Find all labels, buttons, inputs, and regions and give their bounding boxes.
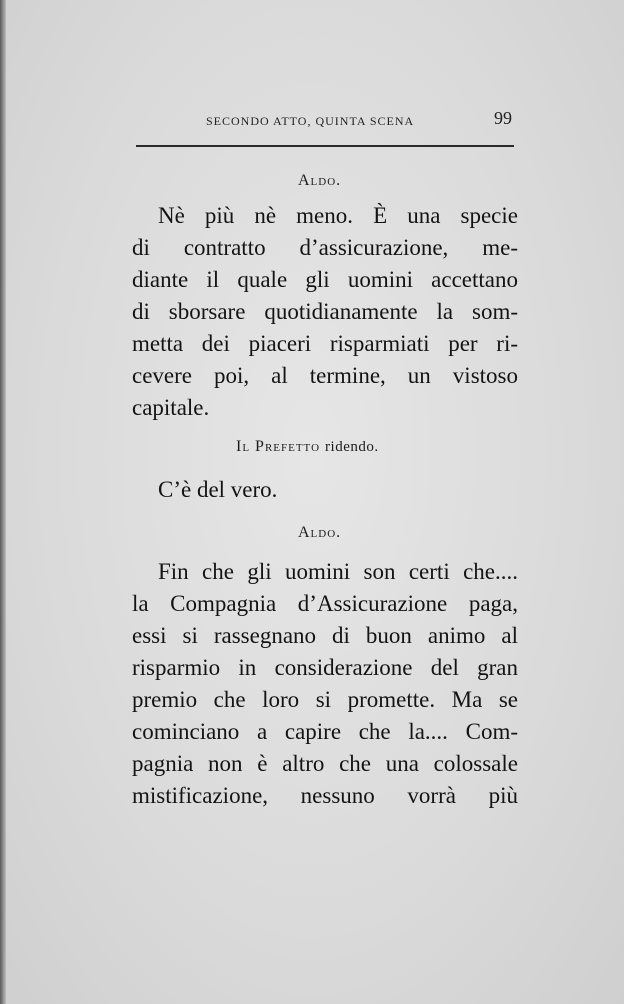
page-binding-edge [0, 0, 6, 1004]
text-line: essi si rassegnano di buon animo al [132, 623, 518, 648]
text-line: la Compagnia d’Assicurazione paga, [132, 591, 518, 616]
text-line: risparmio in considerazione del gran [132, 655, 518, 680]
stage-direction: ridendo. [325, 439, 379, 455]
text-line: di contratto d’assicurazione, me- [132, 235, 518, 260]
text-line: Nè più nè meno. È una specie [158, 203, 518, 228]
text-line: diante il quale gli uomini accettano [132, 267, 518, 292]
text-line: mistificazione, nessuno vorrà più [132, 783, 518, 808]
text-line: di sborsare quotidianamente la som- [132, 299, 518, 324]
header-rule [136, 145, 514, 147]
text-line: metta dei piaceri risparmiati per ri- [132, 331, 518, 356]
text-line: cominciano a capire che la.... Com- [132, 719, 518, 744]
speaker-name: Aldo. [298, 172, 342, 189]
text-line: Fin che gli uomini son certi che.... [158, 559, 518, 584]
text-line: premio che loro si promette. Ma se [132, 687, 518, 712]
speaker-heading [236, 438, 379, 456]
dialogue-paragraph [132, 556, 518, 812]
speaker-name: Il Prefetto [236, 438, 321, 455]
dialogue-paragraph [132, 474, 518, 506]
page-number: 99 [494, 108, 512, 128]
text-line: C’è del vero. [158, 477, 278, 502]
dialogue-paragraph [132, 200, 518, 424]
text-line: cevere poi, al termine, un vistoso [132, 363, 518, 388]
text-line: pagnia non è altro che una colossale [132, 751, 518, 776]
running-head: SECONDO ATTO, QUINTA SCENA [206, 114, 415, 128]
text-line: capitale. [132, 395, 210, 420]
speaker-name: Aldo. [298, 524, 342, 541]
